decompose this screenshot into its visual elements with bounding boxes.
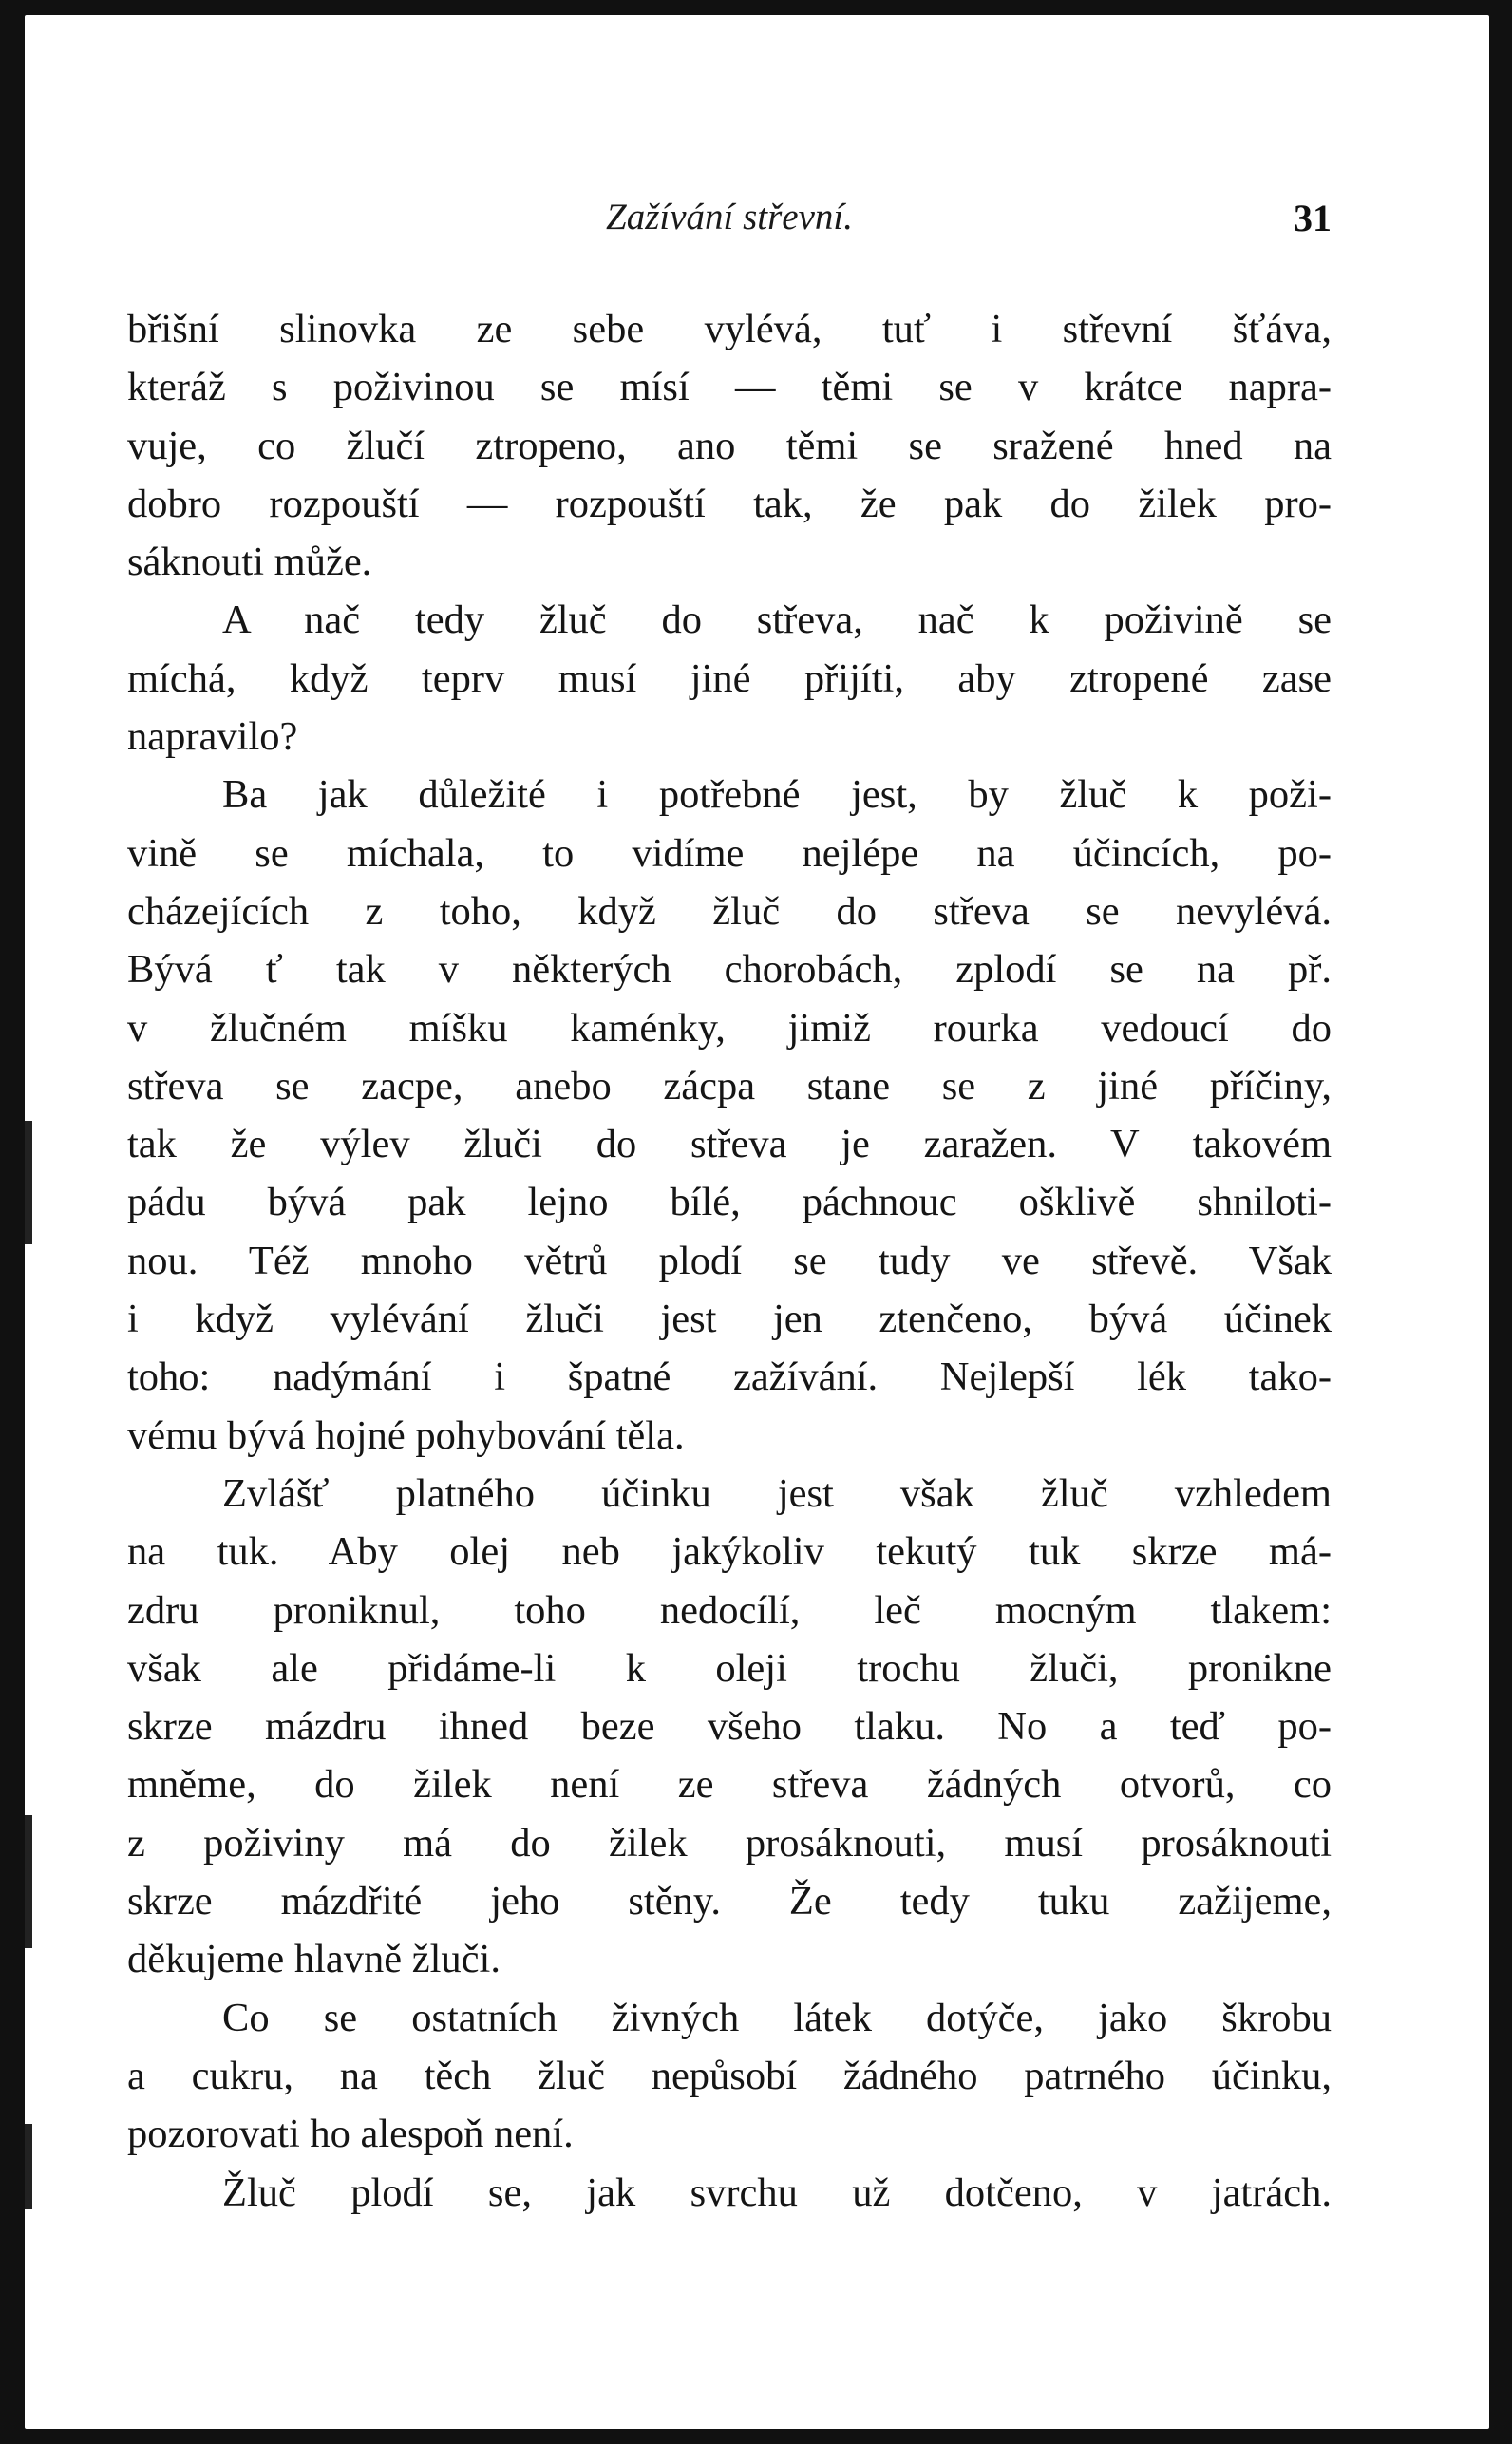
text-line: napravilo? [127, 714, 298, 760]
text-line: však ale přidáme-li k oleji trochu žluči, pronikne [127, 1645, 1332, 1691]
text-line: tak že výlev žluči do střeva je zaražen. V takovém [127, 1122, 1332, 1167]
text-line: vuje, co žlučí ztropeno, ano těmi se sražené hned na [127, 423, 1332, 468]
text-line: střeva se zacpe, anebo zácpa stane se z jiné příčiny, [127, 1063, 1332, 1108]
text-line: zdru proniknul, toho nedocílí, leč mocným tlakem: [127, 1587, 1332, 1633]
running-title: Zažívání střevní. [606, 197, 853, 237]
text-line: míchá, když teprv musí jiné přijíti, aby ztropené zase [127, 655, 1332, 701]
binding-mark [25, 1121, 32, 1244]
text-line: děkujeme hlavně žluči. [127, 1937, 501, 1982]
text-line: i když vylévání žluči jest jen ztenčeno, bývá účinek [127, 1297, 1332, 1342]
text-line: A nač tedy žluč do střeva, nač k poživině se [222, 597, 1332, 643]
text-line: mněme, do žilek není ze střeva žádných otvorů, co [127, 1762, 1332, 1808]
text-line: kteráž s poživinou se mísí — těmi se v krátce napra- [127, 365, 1332, 410]
text-line: Ba jak důležité i potřebné jest, by žluč k poži- [222, 772, 1332, 818]
text-line: sáknouti může. [127, 540, 372, 585]
body-text [127, 300, 1332, 2222]
text-line: dobro rozpouští — rozpouští tak, že pak do žilek pro- [127, 481, 1332, 526]
text-line: z poživiny má do žilek prosáknouti, musí prosáknouti [127, 1820, 1332, 1866]
text-line: cházejících z toho, když žluč do střeva se nevylévá. [127, 888, 1332, 934]
binding-mark [25, 2124, 32, 2209]
text-line: vině se míchala, to vidíme nejlépe na účincích, po- [127, 830, 1332, 876]
text-line: v žlučném míšku kaménky, jimiž rourka vedoucí do [127, 1005, 1332, 1051]
text-line: skrze mázdru ihned beze všeho tlaku. No a teď po- [127, 1704, 1332, 1750]
text-line: skrze mázdřité jeho stěny. Že tedy tuku zažijeme, [127, 1879, 1332, 1924]
book-page [25, 15, 1489, 2429]
text-line: Co se ostatních živných látek dotýče, jako škrobu [222, 1995, 1332, 2040]
text-line: a cukru, na těch žluč nepůsobí žádného patrného účinku, [127, 2053, 1332, 2098]
text-line: břišní slinovka ze sebe vylévá, tuť i střevní šťáva, [127, 307, 1332, 351]
text-line: na tuk. Aby olej neb jakýkoliv tekutý tuk skrze má- [127, 1529, 1332, 1575]
page-header [127, 196, 1332, 253]
text-line: toho: nadýmání i špatné zažívání. Nejlepší lék tako- [127, 1355, 1332, 1400]
text-line: pádu bývá pak lejno bílé, páchnouc ošklivě shniloti- [127, 1180, 1332, 1225]
text-line: nou. Též mnoho větrů plodí se tudy ve střevě. Však [127, 1238, 1332, 1283]
text-line: vému bývá hojné pohybování těla. [127, 1412, 685, 1458]
page-number: 31 [1294, 197, 1332, 239]
binding-mark [25, 1815, 32, 1948]
text-line: Žluč plodí se, jak svrchu už dotčeno, v jatrách. [222, 2169, 1332, 2215]
text-line: Zvlášť platného účinku jest však žluč vzhledem [222, 1470, 1332, 1516]
text-line: Bývá ť tak v některých chorobách, zplodí se na př. [127, 947, 1332, 993]
text-line: pozorovati ho alespoň není. [127, 2112, 574, 2157]
